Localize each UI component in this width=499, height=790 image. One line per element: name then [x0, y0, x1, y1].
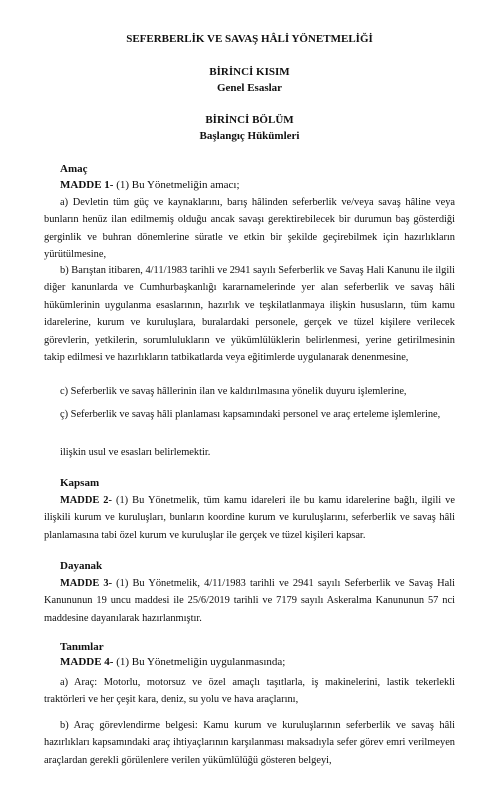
section-heading-amac: Amaç	[60, 163, 88, 175]
section-heading-dayanak: Dayanak	[60, 560, 103, 572]
part-subtitle: Genel Esaslar	[216, 82, 283, 94]
article-1-intro	[60, 179, 240, 191]
section-heading-tanimlar: Tanımlar	[60, 641, 104, 653]
article-4-text: (1) Bu Yönetmeliğin uygulanmasında;	[113, 656, 286, 668]
article-1-label: MADDE 1-	[60, 179, 114, 191]
article-4-intro	[60, 656, 285, 668]
article-4-clause-b: b) Araç görevlendirme belgesi: Kamu kurum ve kuruluşlarının seferberlik ve savaş hâli hazırlıkları kapsamındaki araç ihtiyaçlarının karşılanması maksadıyla sefer görev emri verilmeyen araçlardan gerekli görülenlere verilen yükümlülüğü gösteren belgeyi,	[44, 720, 455, 766]
chapter-title: BİRİNCİ BÖLÜM	[205, 114, 294, 126]
article-2-label: MADDE 2-	[60, 495, 112, 506]
chapter-subtitle: Başlangıç Hükümleri	[199, 130, 300, 142]
article-3-label: MADDE 3-	[60, 578, 113, 589]
article-2-text: (1) Bu Yönetmelik, tüm kamu idareleri ile bu kamu idarelerine bağlı, ilgili ve ilişkili kurum ve kuruluşları, bunların koordine kurum ve kuruluşlarını, seferberlik ve savaş hâli planlamasına tabi özel kurum ve kuruluşlar ile gerçek ve tüzel kişileri kapsar.	[44, 495, 455, 541]
document-title: SEFERBERLİK VE SAVAŞ HÂLİ YÖNETMELİĞİ	[126, 33, 373, 45]
article-3-text: (1) Bu Yönetmelik, 4/11/1983 tarihli ve 2941 sayılı Seferberlik ve Savaş Hali Kanununun 19 uncu maddesi ile 25/6/2019 tarihli ve 7179 sayılı Askeralma Kanununun 57 nci maddesine dayanılarak hazırlanmıştır.	[44, 578, 455, 624]
article-1-closing: ilişkin usul ve esasları belirlemektir.	[60, 447, 211, 458]
article-1-text: (1) Bu Yönetmeliğin amacı;	[113, 179, 240, 191]
article-4-clause-a: a) Araç: Motorlu, motorsuz ve özel amaçlı taşıtlarla, iş makinelerini, lastik tekerlekli traktörleri ve her çeşit kara, deniz, su yolu ve hava araçlarını,	[44, 677, 455, 706]
article-1-clause-c: c) Seferberlik ve savaş hâllerinin ilan ve kaldırılmasına yönelik duyuru işlemlerine,	[60, 386, 407, 397]
part-title: BİRİNCİ KISIM	[209, 66, 290, 78]
section-heading-kapsam: Kapsam	[60, 477, 100, 489]
article-1-clause-a: a) Devletin tüm güç ve kaynaklarını, barış hâlinden seferberlik ve/veya savaş hâline veya bunların henüz ilan edilmemiş olduğu ancak savaşı gerektirebilecek bir durumun baş gösterdiği gerginlik ve buhran dönemlerine süratle ve etkin bir şekilde geçirebilmek için hazırlıkların yürütülmesine,	[44, 197, 455, 261]
article-2	[44, 492, 455, 544]
article-3	[44, 575, 455, 627]
article-1-clause-cc: ç) Seferberlik ve savaş hâli planlaması kapsamındaki personel ve araç erteleme işlemlerine,	[60, 409, 441, 420]
article-1-clause-b: b) Barıştan itibaren, 4/11/1983 tarihli ve 2941 sayılı Seferberlik ve Savaş Hali Kanunu ile ilgili diğer kanunlarda ve Cumhurbaşkanlığı kararnamelerinde yer alan seferberlik ve savaş hâli hükümlerinin uygulanma esaslarının, hazırlık ve teşkilatlanmaya ilişkin hususların, tüm kamu idarelerine, kurum ve kuruluşlara, buralardaki personele, gerçek ve tüzel kişilere verilecek görevlerin, yetkilerin, sorumlulukların ve yükümlülüklerin belirlenmesi, yerine getirilmesinin takip edilmesi ve hazırlıkların tatbikatlarda veya eğitimlerde uygulanarak denenmesine,	[44, 265, 455, 364]
article-4-label: MADDE 4-	[60, 656, 114, 668]
